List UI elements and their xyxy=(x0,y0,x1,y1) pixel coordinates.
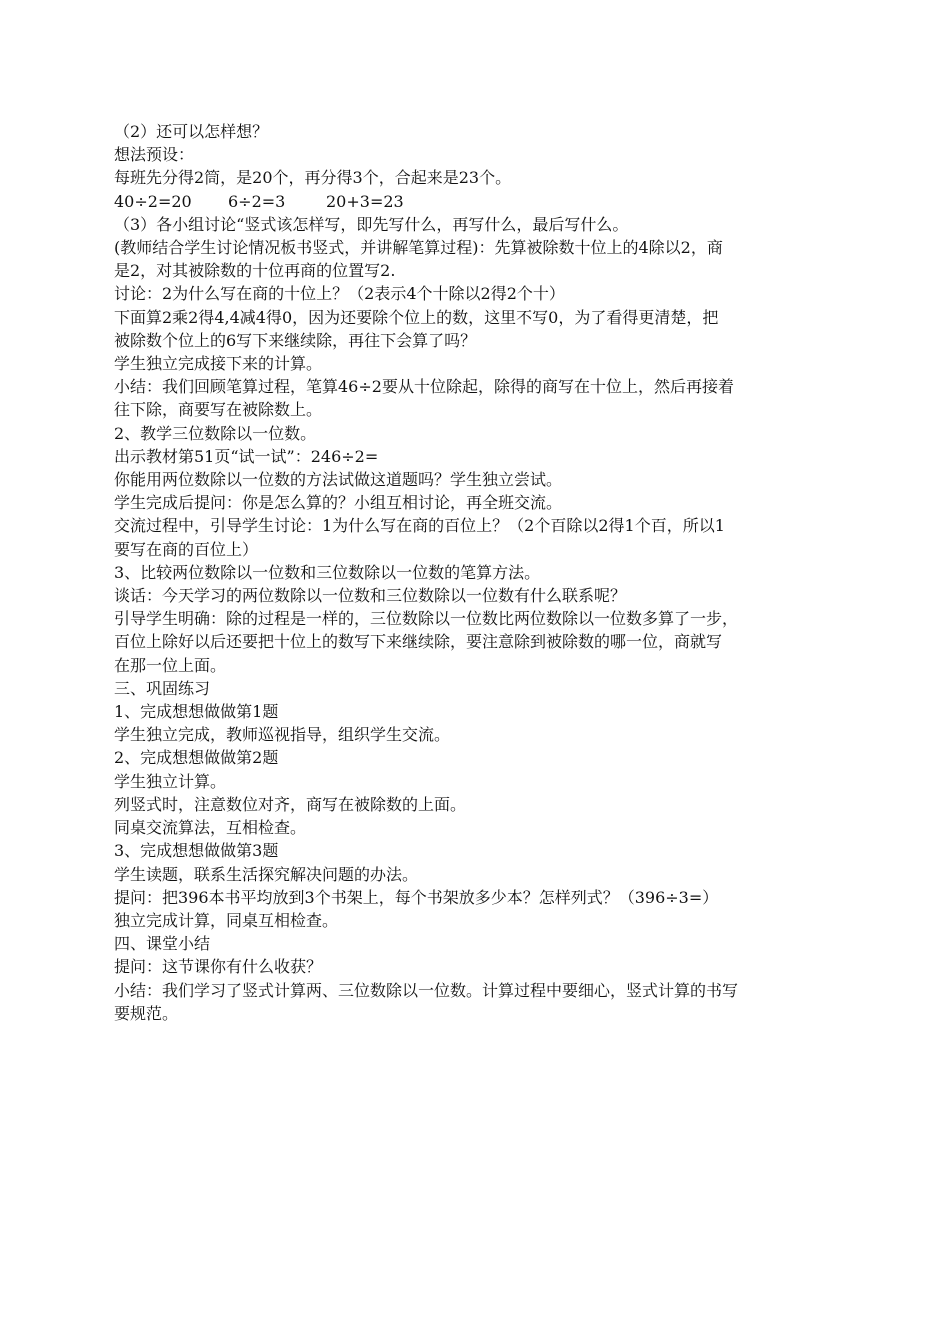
text-line: 1、完成想想做做第1题 xyxy=(114,702,279,722)
equation: 20+3=23 xyxy=(326,191,404,211)
text-line: 交流过程中，引导学生讨论：1为什么写在商的百位上？（2个百除以2得1个百，所以1 xyxy=(114,516,725,536)
text-line: 每班先分得2筒，是20个，再分得3个，合起来是23个。 xyxy=(114,168,512,188)
text-line: 出示教材第51页“试一试”：246÷2= xyxy=(114,446,379,466)
equation: 40÷2=20 xyxy=(114,191,192,211)
text-line: 学生独立完成接下来的计算。 xyxy=(114,354,323,374)
text-line: 3、完成想想做做第3题 xyxy=(114,841,279,861)
text-line: 谈话：今天学习的两位数除以一位数和三位数除以一位数有什么联系呢？ xyxy=(114,586,627,606)
text-line: (教师结合学生讨论情况板书竖式，并讲解笔算过程)：先算被除数十位上的4除以2，商 xyxy=(114,238,723,258)
text-line: 引导学生明确：除的过程是一样的，三位数除以一位数比两位数除以一位数多算了一步， xyxy=(114,609,739,629)
text-line: 2、教学三位数除以一位数。 xyxy=(114,423,317,443)
text-line: 要写在商的百位上） xyxy=(114,539,259,559)
text-line: 同桌交流算法，互相检查。 xyxy=(114,818,307,838)
document-body xyxy=(114,120,844,1025)
text-line: 提问：这节课你有什么收获？ xyxy=(114,957,323,977)
text-line: 小结：我们学习了竖式计算两、三位数除以一位数。计算过程中要细心，竖式计算的书写 xyxy=(114,980,739,1000)
text-line: 学生独立计算。 xyxy=(114,771,227,791)
text-line: （2）还可以怎样想？ xyxy=(114,122,269,141)
text-line: 学生完成后提问：你是怎么算的？小组互相讨论，再全班交流。 xyxy=(114,493,563,513)
text-line: 3、比较两位数除以一位数和三位数除以一位数的笔算方法。 xyxy=(114,562,541,582)
text-line: （3）各小组讨论“竖式该怎样写，即先写什么，再写什么，最后写什么。 xyxy=(114,214,629,234)
text-line: 四、课堂小结 xyxy=(114,934,211,954)
text-line: 在那一位上面。 xyxy=(114,655,227,675)
text-line: 小结：我们回顾笔算过程，笔算46÷2要从十位除起，除得的商写在十位上，然后再接着 xyxy=(114,377,734,397)
text-line: 列竖式时，注意数位对齐，商写在被除数的上面。 xyxy=(114,794,467,814)
text-line: 2、完成想想做做第2题 xyxy=(114,748,279,768)
text-line: 被除数个位上的6写下来继续除，再往下会算了吗？ xyxy=(114,330,477,350)
equation-line xyxy=(114,190,844,213)
text-line: 是2，对其被除数的十位再商的位置写2. xyxy=(114,261,396,281)
text-line: 提问：把396本书平均放到3个书架上，每个书架放多少本？怎样列式？（396÷3=） xyxy=(114,887,719,907)
text-line: 想法预设： xyxy=(114,145,195,165)
text-line: 你能用两位数除以一位数的方法试做这道题吗？学生独立尝试。 xyxy=(114,470,563,490)
text-line: 百位上除好以后还要把十位上的数写下来继续除，要注意除到被除数的哪一位，商就写 xyxy=(114,632,723,652)
text-line: 往下除，商要写在被除数上。 xyxy=(114,400,323,420)
equation: 6÷2=3 xyxy=(228,191,286,211)
text-line: 学生独立完成，教师巡视指导，组织学生交流。 xyxy=(114,725,451,745)
text-line: 三、巩固练习 xyxy=(114,678,211,698)
text-line: 学生读题，联系生活探究解决问题的办法。 xyxy=(114,864,419,884)
text-line: 独立完成计算，同桌互相检查。 xyxy=(114,910,339,930)
text-line: 下面算2乘2得4,4减4得0，因为还要除个位上的数，这里不写0，为了看得更清楚，把 xyxy=(114,307,719,327)
text-line: 讨论：2为什么写在商的十位上？（2表示4个十除以2得2个十） xyxy=(114,284,565,304)
text-line: 要规范。 xyxy=(114,1003,179,1023)
